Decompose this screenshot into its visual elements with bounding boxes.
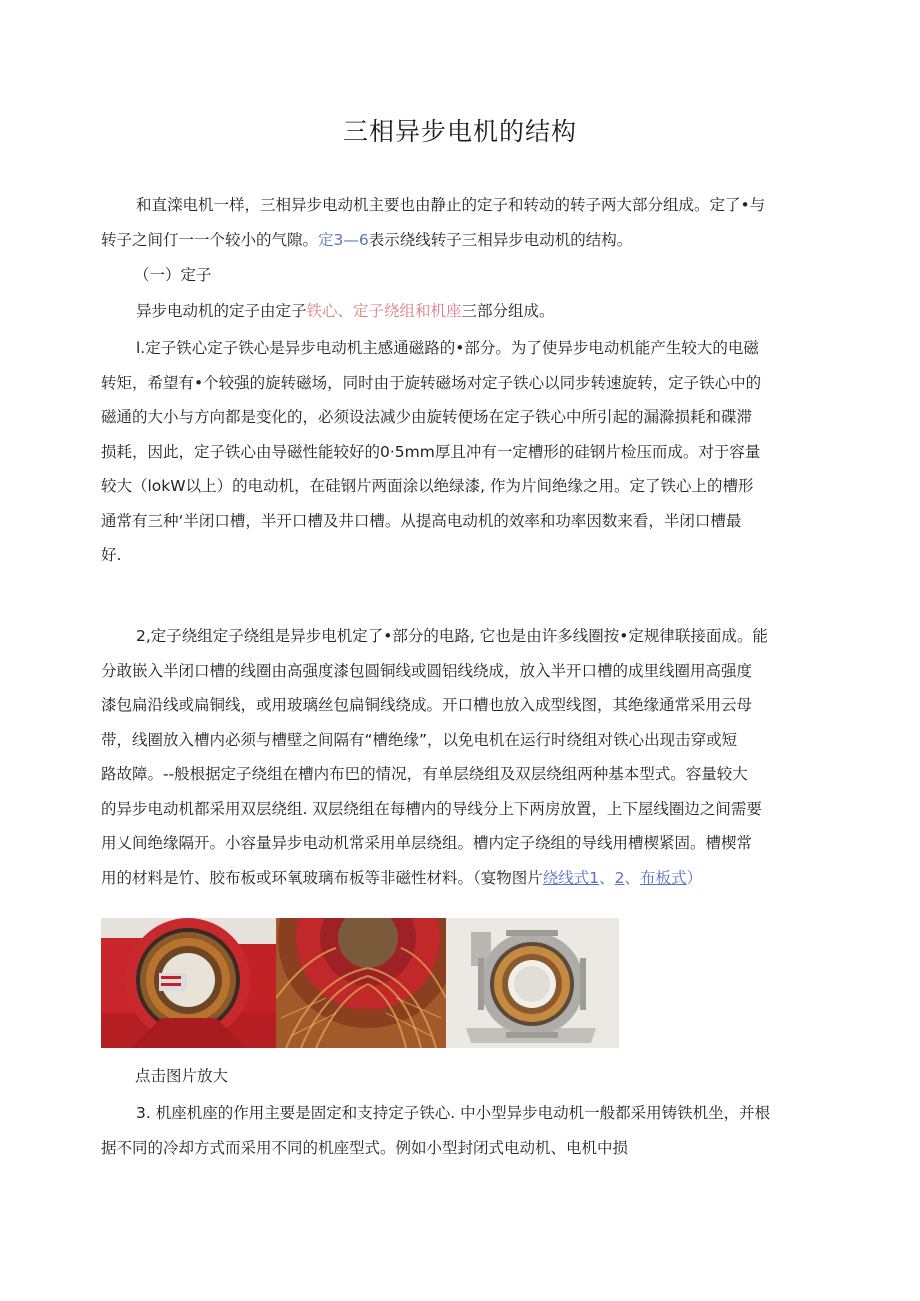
link-separator-1: 、 — [599, 868, 615, 887]
stator-core-line-5: 较大（lokW以上）的电动机，在硅钢片两面涂以绝绿漆, 作为片间绝缘之用。定了铁心上的槽形 — [101, 477, 754, 495]
stator-winding-line-8 — [101, 861, 825, 896]
stator-winding-line-5: 路故障。--般根据定子绕组在槽内布巴的情况，有单层绕组及双层绕组两种基本型式。容量较大 — [101, 765, 748, 783]
stator-core-line-6: 通常有三种‘半闭口槽，半开口槽及井口槽。从提高电动机的效率和功率因数来看，半闭口槽最 — [101, 511, 742, 530]
stator-core-line-2: 转矩，希望有•个较强的旋转磁场，同时由于旋转磁场对定子铁心以同步转速旋转，定子铁心中的 — [101, 373, 762, 392]
stator-core-line-7: 好. — [101, 546, 122, 564]
stator-core-line-3: 磁通的大小与方向都是变化的，必须设法减少由旋转便场在定子铁心中所引起的漏滁损耗和碟滞 — [101, 408, 753, 426]
stator-components-text-b: 三部分组成。 — [461, 302, 555, 320]
page-title: 三相异步电机的结构 — [342, 117, 577, 146]
intro-line-2-text-b: 表示绕线转子三相异步电动机的结构。 — [368, 230, 633, 249]
winding-type-link-3[interactable]: 布板式 — [640, 868, 687, 887]
stator-winding-line-8-text-b: ） — [686, 868, 703, 887]
stator-winding-line-6: 的异步电动机都采用双层绕组. 双层绕组在每槽内的导线分上下两房放置，上下屋线圈边之间需要 — [101, 799, 762, 818]
stator-components-text-a: 异步电动机的定子由定子 — [136, 302, 307, 320]
intro-line-2 — [101, 223, 825, 258]
stator-core-line-4: 损耗，因此，定子铁心由导磁性能较好的0·5mm厚且冲有一定槽形的硅钢片检压而成。对于容量 — [101, 442, 761, 461]
intro-line-1: 和直滦电机一样，三相异步电动机主要也由静止的定子和转动的转子两大部分组成。定了•与 — [136, 196, 766, 214]
stator-photo-gallery — [101, 918, 619, 1048]
winding-type-link-2[interactable]: 2 — [614, 868, 625, 887]
frame-paragraph — [101, 1096, 825, 1165]
image-caption: 点击图片放大 — [135, 1067, 229, 1085]
frame-line-2: 据不同的冷却方式而采用不同的机座型式。例如小型封闭式电动机、电机中损 — [101, 1138, 629, 1157]
stator-winding-line-1: 2,定子绕组定子绕组是异步电机定了•部分的电路, 它也是由许多线圈按•定规律联接面成。能 — [136, 627, 768, 645]
figure-link-3-6[interactable]: 定3—6 — [318, 230, 369, 249]
stator-winding-line-4: 带，线圈放入槽内必须与槽壁之间隔有“槽绝缘”，以免电机在运行时绕组对铁心出现击穿或短 — [101, 730, 738, 749]
stator-photo-3-image — [446, 918, 619, 1048]
frame-line-1: 3. 机座机座的作用主要是固定和支持定子铁心. 中小型异步电动机一般都采用铸铁机坐，并根 — [136, 1104, 771, 1122]
stator-photo-2[interactable] — [276, 918, 446, 1048]
stator-photo-3[interactable] — [446, 918, 619, 1048]
winding-type-link-1[interactable]: 绕线式1 — [542, 868, 600, 887]
link-separator-2: 、 — [624, 868, 641, 887]
stator-winding-line-8-text-a: 用的材料是竹、胶布板或环氧玻璃布板等非磁性材料。（宴物图片 — [101, 868, 543, 887]
stator-components-link[interactable]: 铁心、定子绕组和机座 — [306, 302, 462, 320]
stator-winding-line-2: 分敢嵌入半闭口槽的线圈由高强度漆包圆铜线或圆铝线绕成，放入半开口槽的成里线圈用高强度 — [101, 661, 753, 680]
stator-winding-paragraph — [101, 619, 825, 895]
stator-heading — [101, 258, 825, 293]
stator-core-line-1: l.定子铁心定子铁心是异步电动机主感通磁路的•部分。为了使异步电动机能产生较大的电磁 — [136, 339, 759, 357]
intro-paragraph — [101, 188, 825, 257]
stator-winding-line-3: 漆包扁沿线或扁铜线，或用玻璃丝包扁铜线绕成。开口槽也放入成型线图，其绝缘通常采用云母 — [101, 696, 753, 714]
stator-photo-1[interactable] — [101, 918, 276, 1048]
stator-core-paragraph — [101, 331, 825, 573]
stator-components-paragraph — [101, 294, 825, 329]
stator-photo-1-image — [101, 918, 276, 1048]
stator-photo-2-image — [276, 918, 446, 1048]
stator-components-line — [101, 294, 825, 329]
stator-winding-line-7: 用乂间绝缘隔开。小容量异步电动机常采用单层绕组。槽内定子绕组的导线用槽楔紧固。槽楔常 — [101, 834, 753, 852]
intro-line-2-text-a: 转子之间仃一一个较小的气隙。 — [101, 230, 319, 249]
stator-heading-text: （一）定子 — [134, 266, 212, 284]
